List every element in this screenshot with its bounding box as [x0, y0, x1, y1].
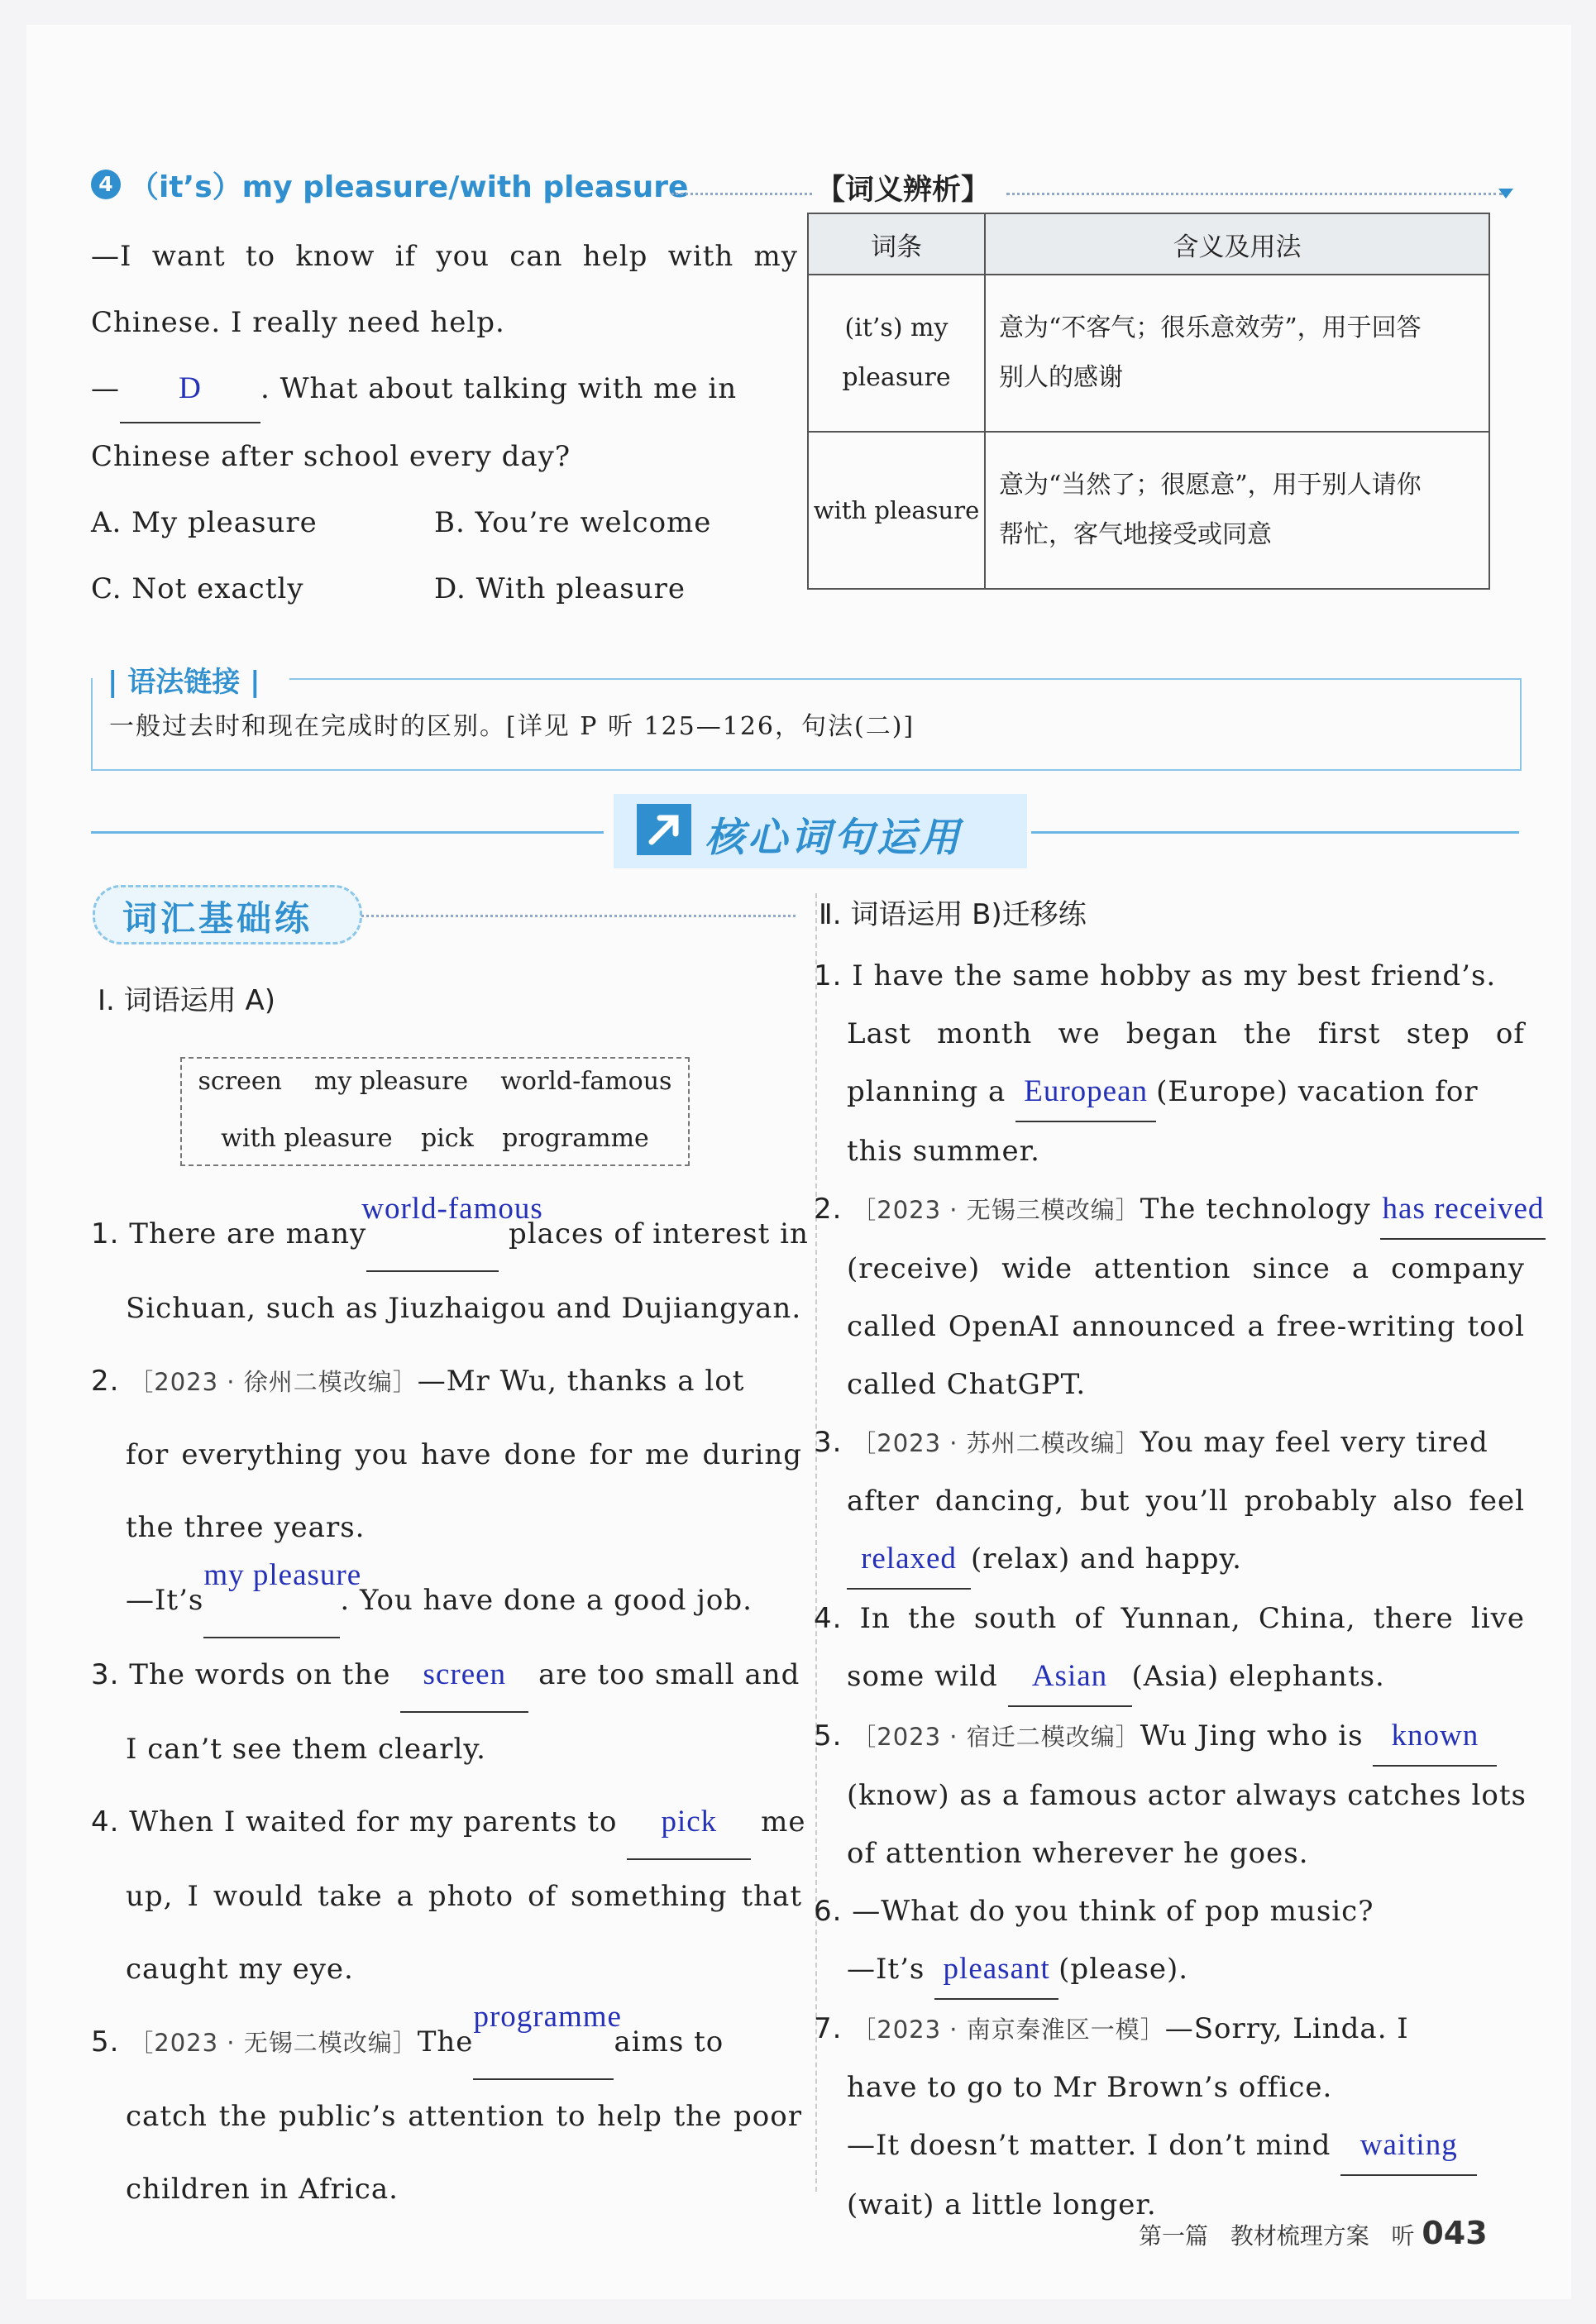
- word-item: screen: [198, 1067, 282, 1096]
- question-3: [814, 1413, 1525, 1472]
- question-text: Sichuan, such as Jiuzhaigou and Dujiangyan.: [126, 1292, 802, 1325]
- question-source: ［2023 · 苏州二模改编］: [852, 1429, 1140, 1457]
- dotted-divider: [1006, 193, 1503, 195]
- grammar-link-title-text: 语法链接: [127, 666, 241, 699]
- question-source: ［2023 · 南京秦淮区一模］: [852, 2016, 1165, 2044]
- answer-text: known: [1391, 1719, 1479, 1753]
- question-text: (Asia) elephants.: [1131, 1660, 1385, 1693]
- question-text: There are many: [129, 1217, 367, 1250]
- question-2: [814, 1180, 1545, 1240]
- answer-text: world-famous: [361, 1192, 543, 1226]
- answer-blank: [361, 1192, 543, 1272]
- answer-blank: [1340, 2116, 1477, 2176]
- answer-blank: [473, 2000, 622, 2080]
- table-term-cell: [808, 275, 985, 432]
- answer-text: relaxed: [861, 1542, 957, 1576]
- word-box-row: [182, 1124, 688, 1153]
- question-text: (know) as a famous actor always catches lots: [847, 1779, 1527, 1812]
- answer-text: programme: [473, 2000, 622, 2034]
- question-text: (please).: [1058, 1953, 1189, 1986]
- dialogue-block: [91, 223, 798, 622]
- table-header-term: 词条: [808, 213, 985, 275]
- question-5: [91, 2000, 802, 2080]
- question-text: Last month we began the first step of: [847, 1017, 1525, 1050]
- question-text: —It’s: [847, 1953, 925, 1986]
- meaning-line: 别人的感谢: [999, 363, 1123, 392]
- part-one-title: Ⅰ. 词语运用 A): [98, 984, 275, 1017]
- question-text: (receive) wide attention since a company: [847, 1252, 1525, 1285]
- answer-line: [814, 1063, 1525, 1122]
- dialogue-text: . What about talking with me in: [260, 372, 738, 405]
- question-text: planning a: [847, 1075, 1006, 1108]
- question-1: [91, 1192, 809, 1272]
- table-header-meaning: 含义及用法: [985, 213, 1489, 275]
- answer-text: pick: [661, 1805, 718, 1839]
- question-number: 3.: [814, 1426, 843, 1459]
- table-meaning-cell: [985, 432, 1489, 589]
- dialogue-line: Chinese. I really need help.: [91, 306, 505, 339]
- question-text: —Mr Wu, thanks a lot: [417, 1365, 745, 1398]
- question-text: have to go to Mr Brown’s office.: [847, 2071, 1333, 2104]
- section-heading: （it’s）my pleasure/with pleasure: [129, 170, 689, 204]
- grammar-box-top-border: [289, 678, 1520, 680]
- answer-blank: [1008, 1647, 1132, 1707]
- footer-listen: 听: [1391, 2222, 1415, 2250]
- meaning-line: 帮忙，客气地接受或同意: [999, 520, 1272, 549]
- question-text: I can’t see them clearly.: [126, 1733, 486, 1766]
- question-text: for everything you have done for me during: [126, 1438, 802, 1471]
- answer-text: pleasant: [943, 1952, 1050, 1986]
- question-text: When I waited for my parents to: [129, 1805, 618, 1839]
- question-4: [814, 1590, 1525, 1647]
- answer-blank: [1373, 1707, 1497, 1767]
- question-text: aims to: [614, 2025, 724, 2059]
- question-text: some wild: [847, 1660, 998, 1693]
- question-text: called OpenAI announced a free-writing tool: [847, 1310, 1525, 1343]
- question-source: ［2023 · 无锡三模改编］: [852, 1196, 1140, 1224]
- triangle-marker-icon: [1498, 189, 1513, 198]
- word-box: [180, 1057, 690, 1166]
- answer-text: my pleasure: [203, 1558, 362, 1592]
- option-d: D. With pleasure: [434, 572, 686, 605]
- meaning-line: 意为“不客气；很乐意效劳”，用于回答: [999, 313, 1422, 342]
- word-item: my pleasure: [313, 1067, 469, 1096]
- question-text: . You have done a good job.: [340, 1584, 753, 1617]
- analysis-tag: 【词义辨析】: [816, 174, 991, 207]
- question-1: [814, 947, 1525, 1005]
- options-row: [91, 556, 798, 622]
- question-text: The words on the: [129, 1658, 391, 1691]
- question-number: 4.: [814, 1602, 843, 1635]
- answer-blank: [1015, 1063, 1156, 1122]
- banner-line-left: [91, 831, 604, 834]
- dotted-divider: [671, 193, 812, 195]
- answer-blank: [400, 1638, 528, 1713]
- question-text: —It’s: [126, 1584, 204, 1617]
- question-text: Wu Jing who is: [1140, 1719, 1364, 1753]
- question-3: [91, 1638, 802, 1713]
- question-text: after dancing, but you’ll probably also feel: [847, 1485, 1525, 1518]
- answer-text: D: [179, 371, 202, 405]
- footer-part: 第一篇: [1139, 2222, 1209, 2250]
- question-text: (Europe) vacation for: [1156, 1075, 1479, 1108]
- question-text: places of interest in: [509, 1217, 809, 1250]
- answer-blank: [1380, 1180, 1546, 1240]
- arrow-icon-box: [637, 804, 691, 855]
- answer-text: waiting: [1359, 2128, 1458, 2162]
- dialogue-line: Chinese after school every day?: [91, 440, 571, 473]
- answer-line: [814, 1530, 1525, 1590]
- question-number: 2.: [814, 1193, 843, 1226]
- question-text: —What do you think of pop music?: [852, 1895, 1374, 1928]
- question-text: —It doesn’t matter. I don’t mind: [847, 2129, 1331, 2162]
- question-text: (wait) a little longer.: [847, 2188, 1157, 2221]
- question-text: this summer.: [847, 1135, 1040, 1168]
- question-text: catch the public’s attention to help the poor: [126, 2100, 802, 2133]
- question-text: me: [761, 1805, 806, 1839]
- word-item: programme: [502, 1124, 649, 1153]
- question-4: [91, 1786, 806, 1860]
- question-text: children in Africa.: [126, 2173, 399, 2206]
- dotted-divider: [361, 915, 796, 917]
- term-line: with pleasure: [813, 496, 980, 524]
- question-text: the three years.: [126, 1511, 366, 1544]
- dialogue-line: —I want to know if you can help with my: [91, 240, 798, 273]
- option-b: B. You’re welcome: [434, 506, 712, 539]
- meaning-table: [807, 213, 1490, 590]
- question-number: 5.: [91, 2025, 120, 2059]
- word-box-row: [182, 1067, 688, 1096]
- page: [26, 25, 1571, 2299]
- word-item: world-famous: [500, 1067, 672, 1096]
- question-2: [91, 1345, 802, 1418]
- answer-text: European: [1024, 1074, 1149, 1108]
- right-questions: [814, 947, 1545, 2234]
- answer-blank: [847, 1530, 971, 1590]
- banner-title: 核心词句运用: [705, 815, 963, 861]
- option-c: C. Not exactly: [91, 572, 304, 605]
- term-line: (it’s) my: [844, 313, 949, 342]
- arrow-icon: [637, 804, 691, 855]
- left-questions: [91, 1192, 809, 2226]
- section-number-badge: 4: [91, 170, 121, 199]
- answer-line: — D . What about talking with me in: [91, 356, 798, 423]
- answer-text: screen: [423, 1657, 507, 1691]
- question-source: ［2023 · 徐州二模改编］: [129, 1368, 418, 1396]
- options-row: [91, 490, 798, 556]
- question-text: In the south of Yunnan, China, there live: [859, 1602, 1525, 1635]
- question-text: are too small and: [538, 1658, 800, 1691]
- answer-line: [814, 1647, 1525, 1707]
- question-text: (relax) and happy.: [971, 1542, 1242, 1576]
- question-text: up, I would take a photo of something that: [126, 1880, 802, 1913]
- answer-text: has received: [1382, 1192, 1545, 1226]
- question-text: —Sorry, Linda. I: [1164, 2012, 1409, 2045]
- question-number: 1.: [814, 959, 843, 992]
- answer-blank: [203, 1558, 362, 1638]
- table-meaning-cell: [985, 275, 1489, 432]
- question-text: You may feel very tired: [1140, 1426, 1488, 1459]
- question-text: called ChatGPT.: [847, 1368, 1087, 1401]
- answer-line: [814, 2116, 1525, 2176]
- question-source: ［2023 · 无锡二模改编］: [129, 2029, 418, 2057]
- option-a: A. My pleasure: [91, 506, 318, 539]
- question-number: 7.: [814, 2012, 843, 2045]
- word-item: with pleasure: [221, 1124, 393, 1153]
- question-number: 6.: [814, 1895, 843, 1928]
- word-item: pick: [420, 1124, 474, 1153]
- question-6: [814, 1882, 1525, 1940]
- banner-line-right: [1031, 831, 1519, 834]
- term-line: pleasure: [842, 363, 951, 392]
- question-text: I have the same hobby as my best friend’s.: [852, 959, 1497, 992]
- answer-blank: [627, 1786, 751, 1860]
- question-5: [814, 1707, 1525, 1767]
- answer-line: [814, 1940, 1525, 2000]
- meaning-line: 意为“当然了；很愿意”，用于别人请你: [999, 471, 1422, 500]
- answer-text: Asian: [1031, 1659, 1108, 1693]
- table-term-cell: [808, 432, 985, 589]
- banner: [614, 794, 1027, 868]
- question-7: [814, 2000, 1525, 2059]
- footer-label: 教材梳理方案: [1230, 2222, 1369, 2250]
- answer-blank: [934, 1940, 1058, 2000]
- question-text: The technology: [1140, 1193, 1371, 1226]
- question-source: ［2023 · 宿迁二模改编］: [852, 1723, 1140, 1751]
- answer-blank: [120, 356, 260, 423]
- grammar-link-title: | 语法链接 |: [101, 659, 267, 700]
- question-text: The: [417, 2025, 474, 2059]
- part-two-title: Ⅱ. 词语运用 B)迁移练: [819, 898, 1087, 931]
- question-number: 4.: [91, 1805, 120, 1839]
- footer: [1139, 2215, 1488, 2251]
- question-number: 2.: [91, 1365, 120, 1398]
- question-number: 5.: [814, 1719, 843, 1753]
- vocab-section-title: 词汇基础练: [122, 898, 313, 939]
- answer-line: [91, 1558, 802, 1638]
- question-number: 1.: [91, 1217, 120, 1250]
- question-text: caught my eye.: [126, 1953, 354, 1986]
- question-number: 3.: [91, 1658, 120, 1691]
- page-number: 043: [1422, 2215, 1488, 2251]
- grammar-link-text: 一般过去时和现在完成时的区别。[详见 P 听 125—126，句法(二)]: [109, 712, 915, 741]
- question-text: of attention wherever he goes.: [847, 1837, 1309, 1870]
